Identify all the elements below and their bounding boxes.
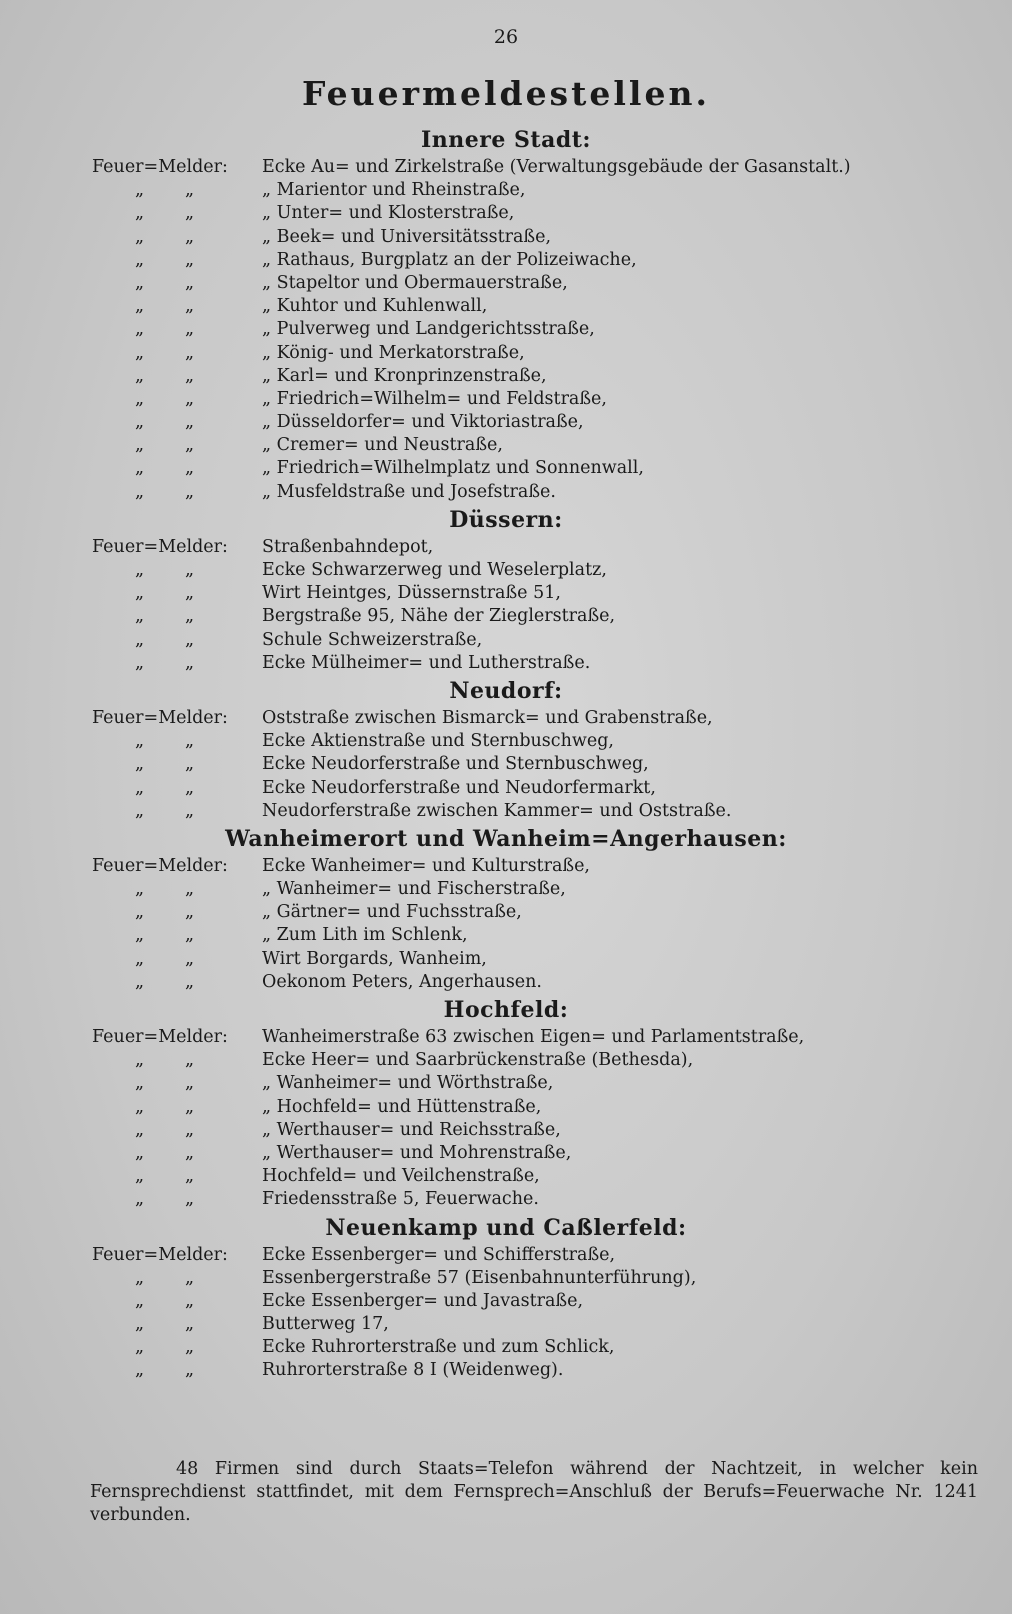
ditto-mark: „	[185, 1360, 195, 1381]
ditto-mark: „	[185, 412, 195, 433]
ditto-mark: „	[135, 296, 145, 317]
alarm-entry	[0, 1359, 1012, 1382]
ditto-mark: „	[185, 1314, 195, 1335]
ditto-mark: „	[135, 1142, 145, 1163]
alarm-label: Feuer=Melder:	[92, 707, 228, 728]
ditto-mark: „	[135, 652, 145, 673]
entry-text: Ecke Neudorferstraße und Sternbuschweg,	[262, 754, 649, 775]
ditto-mark: „	[135, 1050, 145, 1071]
alarm-entry	[0, 582, 1012, 605]
ditto-mark: „	[135, 925, 145, 946]
entry-text: „ Wanheimer= und Wörthstraße,	[262, 1073, 554, 1094]
entry-text: „ Cremer= und Neustraße,	[262, 435, 503, 456]
ditto-mark: „	[185, 652, 195, 673]
alarm-entry	[0, 730, 1012, 753]
alarm-entry	[0, 901, 1012, 924]
ditto-mark: „	[185, 1189, 195, 1210]
ditto-mark: „	[135, 388, 145, 409]
alarm-entry	[0, 202, 1012, 225]
ditto-mark: „	[135, 319, 145, 340]
ditto-mark: „	[135, 560, 145, 580]
alarm-entry	[0, 800, 1012, 823]
ditto-mark: „	[185, 319, 195, 340]
alarm-entry	[0, 1049, 1012, 1072]
footnote	[90, 1458, 978, 1527]
alarm-entry	[0, 753, 1012, 776]
ditto-mark: „	[135, 1337, 145, 1358]
ditto-mark: „	[135, 606, 145, 627]
ditto-mark: „	[185, 1267, 195, 1288]
alarm-entry	[0, 629, 1012, 652]
entry-text: „ Unter= und Klosterstraße,	[262, 203, 515, 224]
alarm-entry	[0, 1119, 1012, 1142]
entry-text: Butterweg 17,	[262, 1314, 389, 1335]
ditto-mark: „	[185, 1119, 195, 1140]
fire-alarm-listing	[0, 124, 1012, 1383]
section-heading: Düssern:	[449, 506, 563, 533]
entry-text: „ Düsseldorfer= und Viktoriastraße,	[262, 412, 584, 433]
ditto-mark: „	[135, 226, 145, 247]
ditto-mark: „	[135, 272, 145, 293]
alarm-entry	[0, 156, 1012, 179]
entry-text: Ecke Au= und Zirkelstraße (Verwaltungsgebäude der Gasanstalt.)	[262, 157, 851, 177]
alarm-entry	[0, 179, 1012, 202]
ditto-mark: „	[135, 1096, 145, 1117]
ditto-mark: „	[185, 1166, 195, 1187]
alarm-entry	[0, 388, 1012, 411]
ditto-mark: „	[135, 342, 145, 363]
entry-text: „ Musfeldstraße und Josefstraße.	[262, 481, 556, 502]
ditto-mark: „	[135, 1166, 145, 1187]
ditto-mark: „	[185, 629, 195, 650]
ditto-mark: „	[135, 203, 145, 224]
ditto-mark: „	[135, 481, 145, 502]
alarm-label: Feuer=Melder:	[92, 855, 228, 876]
ditto-mark: „	[185, 435, 195, 456]
ditto-mark: „	[185, 800, 195, 821]
alarm-entry	[0, 295, 1012, 318]
alarm-entry	[0, 605, 1012, 628]
entry-text: Ecke Heer= und Saarbrückenstraße (Bethesda),	[262, 1050, 694, 1071]
ditto-mark: „	[185, 1290, 195, 1311]
entry-text: Ecke Wanheimer= und Kulturstraße,	[262, 855, 590, 876]
entry-text: Wirt Heintges, Düssernstraße 51,	[262, 583, 561, 604]
entry-text: „ Zum Lith im Schlenk,	[262, 925, 468, 946]
ditto-mark: „	[135, 1360, 145, 1381]
ditto-mark: „	[135, 800, 145, 821]
alarm-entry	[0, 1096, 1012, 1119]
alarm-entry	[0, 924, 1012, 947]
ditto-mark: „	[185, 948, 195, 969]
ditto-mark: „	[185, 296, 195, 317]
ditto-mark: „	[185, 606, 195, 627]
alarm-entry	[0, 1313, 1012, 1336]
ditto-mark: „	[185, 777, 195, 798]
entry-text: Bergstraße 95, Nähe der Zieglerstraße,	[262, 606, 616, 627]
ditto-mark: „	[185, 925, 195, 946]
entry-text: „ Friedrich=Wilhelmplatz und Sonnenwall,	[262, 458, 644, 479]
alarm-entry	[0, 411, 1012, 434]
ditto-mark: „	[185, 249, 195, 270]
entry-text: Ecke Neudorferstraße und Neudorfermarkt,	[262, 777, 656, 798]
section-heading: Neudorf:	[449, 677, 563, 704]
alarm-entry	[0, 365, 1012, 388]
entry-text: Ruhrorterstraße 8 I (Weidenweg).	[262, 1360, 564, 1381]
alarm-entry	[0, 948, 1012, 971]
entry-text: „ Marientor und Rheinstraße,	[262, 180, 526, 201]
alarm-entry	[0, 1188, 1012, 1211]
entry-text: „ Gärtner= und Fuchsstraße,	[262, 902, 522, 923]
alarm-label: Feuer=Melder:	[92, 1244, 228, 1265]
ditto-mark: „	[185, 226, 195, 247]
alarm-entry	[0, 457, 1012, 480]
alarm-entry	[0, 342, 1012, 365]
page-title: Feuermeldestellen.	[302, 74, 710, 113]
ditto-mark: „	[135, 1119, 145, 1140]
entry-text: Wirt Borgards, Wanheim,	[262, 948, 487, 969]
entry-text: Oststraße zwischen Bismarck= und Grabenstraße,	[262, 707, 713, 728]
section-heading: Wanheimerort und Wanheim=Angerhausen:	[225, 825, 787, 852]
entry-text: „ Karl= und Kronprinzenstraße,	[262, 365, 547, 386]
alarm-entry	[0, 1026, 1012, 1049]
alarm-entry	[0, 1165, 1012, 1188]
entry-text: Ecke Ruhrorterstraße und zum Schlick,	[262, 1337, 615, 1358]
entry-text: „ Werthauser= und Reichsstraße,	[262, 1119, 561, 1140]
ditto-mark: „	[135, 1189, 145, 1210]
ditto-mark: „	[135, 777, 145, 798]
alarm-entry	[0, 1142, 1012, 1165]
alarm-label: Feuer=Melder:	[92, 536, 228, 557]
ditto-mark: „	[185, 272, 195, 293]
entry-text: „ Pulverweg und Landgerichtsstraße,	[262, 319, 595, 340]
ditto-mark: „	[185, 879, 195, 900]
ditto-mark: „	[185, 203, 195, 224]
ditto-mark: „	[185, 180, 195, 201]
ditto-mark: „	[135, 458, 145, 479]
entry-text: „ Kuhtor und Kuhlenwall,	[262, 296, 488, 317]
ditto-mark: „	[135, 971, 145, 992]
entry-text: Hochfeld= und Veilchenstraße,	[262, 1166, 540, 1187]
entry-text: „ Rathaus, Burgplatz an der Polizeiwache,	[262, 249, 637, 270]
entry-text: „ Beek= und Universitätsstraße,	[262, 226, 552, 247]
alarm-label: Feuer=Melder:	[92, 157, 228, 177]
entry-text: Ecke Schwarzerweg und Weselerplatz,	[262, 560, 607, 580]
ditto-mark: „	[185, 1142, 195, 1163]
ditto-mark: „	[135, 629, 145, 650]
entry-text: Ecke Essenberger= und Schifferstraße,	[262, 1244, 616, 1265]
ditto-mark: „	[185, 388, 195, 409]
ditto-mark: „	[185, 1073, 195, 1094]
alarm-entry	[0, 481, 1012, 504]
entry-text: Straßenbahndepot,	[262, 536, 434, 557]
ditto-mark: „	[135, 948, 145, 969]
ditto-mark: „	[185, 731, 195, 752]
alarm-entry	[0, 1336, 1012, 1359]
alarm-entry	[0, 226, 1012, 249]
alarm-entry	[0, 707, 1012, 730]
alarm-entry	[0, 536, 1012, 559]
entry-text: Wanheimerstraße 63 zwischen Eigen= und Parlamentstraße,	[262, 1027, 805, 1047]
section-heading: Hochfeld:	[443, 997, 569, 1023]
ditto-mark: „	[185, 1050, 195, 1071]
entry-text: Ecke Aktienstraße und Sternbuschweg,	[262, 731, 614, 752]
ditto-mark: „	[185, 560, 195, 580]
alarm-entry	[0, 272, 1012, 295]
ditto-mark: „	[185, 458, 195, 479]
entry-text: Essenbergerstraße 57 (Eisenbahnunterführung),	[262, 1267, 697, 1288]
alarm-entry	[0, 878, 1012, 901]
page-number: 26	[493, 26, 519, 48]
ditto-mark: „	[185, 902, 195, 923]
alarm-entry	[0, 318, 1012, 341]
ditto-mark: „	[185, 342, 195, 363]
entry-text: Oekonom Peters, Angerhausen.	[262, 971, 542, 992]
entry-text: Friedensstraße 5, Feuerwache.	[262, 1189, 539, 1210]
ditto-mark: „	[185, 583, 195, 604]
ditto-mark: „	[135, 1314, 145, 1335]
ditto-mark: „	[135, 180, 145, 201]
alarm-entry	[0, 971, 1012, 994]
alarm-entry	[0, 1244, 1012, 1267]
entry-text: Schule Schweizerstraße,	[262, 629, 483, 650]
ditto-mark: „	[185, 365, 195, 386]
ditto-mark: „	[185, 971, 195, 992]
entry-text: „ Hochfeld= und Hüttenstraße,	[262, 1096, 542, 1117]
ditto-mark: „	[135, 879, 145, 900]
ditto-mark: „	[135, 1290, 145, 1311]
entry-text: „ Stapeltor und Obermauerstraße,	[262, 272, 568, 293]
ditto-mark: „	[135, 583, 145, 604]
ditto-mark: „	[135, 249, 145, 270]
ditto-mark: „	[185, 1337, 195, 1358]
ditto-mark: „	[135, 435, 145, 456]
ditto-mark: „	[135, 754, 145, 775]
alarm-entry	[0, 855, 1012, 878]
entry-text: „ König- und Merkatorstraße,	[262, 342, 525, 363]
alarm-entry	[0, 249, 1012, 272]
ditto-mark: „	[135, 902, 145, 923]
ditto-mark: „	[135, 412, 145, 433]
alarm-entry	[0, 777, 1012, 800]
alarm-entry	[0, 434, 1012, 457]
alarm-label: Feuer=Melder:	[92, 1027, 228, 1047]
entry-text: Ecke Essenberger= und Javastraße,	[262, 1290, 584, 1311]
ditto-mark: „	[135, 1073, 145, 1094]
entry-text: Ecke Mülheimer= und Lutherstraße.	[262, 652, 591, 673]
alarm-entry	[0, 1267, 1012, 1290]
alarm-entry	[0, 559, 1012, 582]
entry-text: „ Wanheimer= und Fischerstraße,	[262, 879, 566, 900]
ditto-mark: „	[185, 481, 195, 502]
footnote-text: 48 Firmen sind durch Staats=Telefon während der Nachtzeit, in welcher kein Fernsprechdienst stattfindet, mit dem Fernsprech=Anschluß der Berufs=Feuerwache Nr. 1241 verbunden.	[90, 1459, 978, 1525]
ditto-mark: „	[185, 1096, 195, 1117]
entry-text: „ Friedrich=Wilhelm= und Feldstraße,	[262, 388, 607, 409]
ditto-mark: „	[185, 754, 195, 775]
section-heading: Neuenkamp und Caßlerfeld:	[325, 1214, 687, 1241]
alarm-entry	[0, 652, 1012, 675]
ditto-mark: „	[135, 731, 145, 752]
alarm-entry	[0, 1290, 1012, 1313]
entry-text: „ Werthauser= und Mohrenstraße,	[262, 1142, 572, 1163]
entry-text: Neudorferstraße zwischen Kammer= und Oststraße.	[262, 800, 732, 821]
ditto-mark: „	[135, 365, 145, 386]
section-heading: Innere Stadt:	[421, 127, 591, 153]
ditto-mark: „	[135, 1267, 145, 1288]
alarm-entry	[0, 1072, 1012, 1095]
